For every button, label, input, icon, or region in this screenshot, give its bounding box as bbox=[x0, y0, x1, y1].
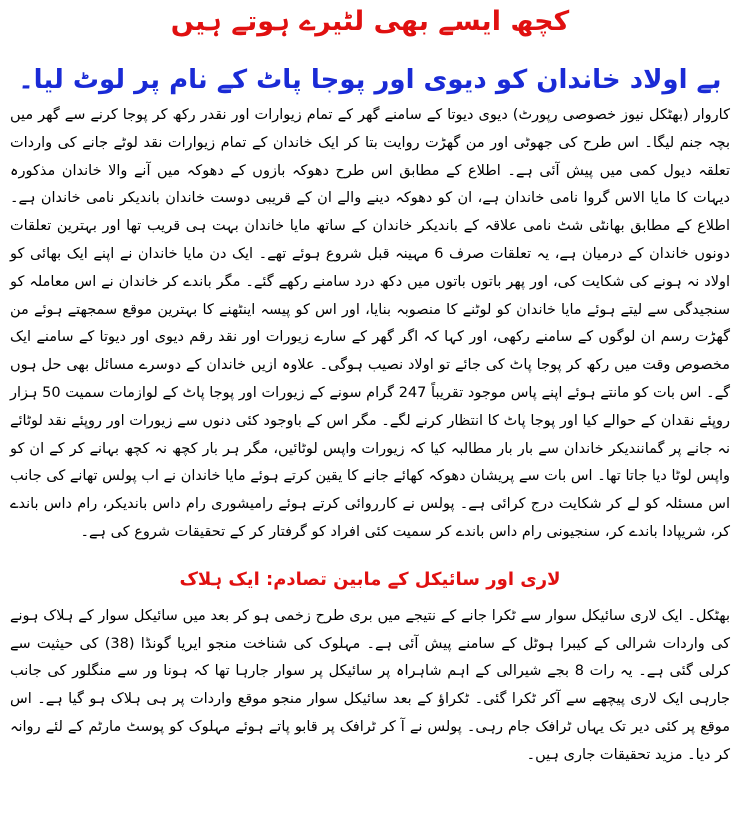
article-body: کاروار (بھٹکل نیوز خصوصی رپورٹ) دیوی دیوتا کے سامنے گھر کے تمام زیوارات اور نقدر رکھ کر پوجا کرنے سے گھر میں بچہ جنم لیگا۔ اس طرح کی جھوٹی اور من گھڑت روایت بتا کر ایک خاندان کے تمام زیوارات نقد لوٹے جانے کی واردات تعلقہ دیول کمی میں پیش آئی ہے۔ اطلاع کے مطابق اس طرح دھوکہ بازوں کے دھوکہ میں آنے والا خاندان مذکورہ دیہات کا مایا الاس گروا نامی خاندان ہے، ان کو دھوکہ دینے والے ان کے قریبی دوست خاندان باندیکر نامی خاندان ہے۔ اطلاع کے مطابق بھانٹی شٹ نامی علاقہ کے باندیکر خاندان کے ساتھ مایا خاندان بہت ہی قریب تھا اور بہترین تعلقات دونوں خاندان کے درمیان ہے، یہ تعلقات صرف 6 مہینہ قبل شروع ہوئے تھے۔ ایک دن مایا خاندان نے اپنے ایک بھائی کو اولاد نہ ہونے کی شکایت کی، اور پھر باتوں باتوں میں دکھ درد سامنے رکھے گئے۔ مگر باندے کر خاندان نے اس معاملہ کو سنجیدگی سے لیتے ہوئے مایا خاندان کو لوٹنے کا منصوبہ بنایا، اور اس کو پیسہ اینٹھنے کا بہترین موقع سمجھتے ہوئے من گھڑت رسم ان لوگوں کے سامنے رکھی، اور کہا کہ اگر گھر کے سارے زیورات اور نقد رقم دیوی اور دیوتا کے سامنے ایک مخصوص وقت میں رکھ کر پوجا پاٹ کی جائے تو اولاد نصیب ہوگی۔ علاوہ ازیں خاندان کے دوسرے مسائل بھی حل ہوں گے۔ اس بات کو مانتے ہوئے اپنے پاس موجود تقریباً 247 گرام سونے کے زیورات اور پوجا پاٹ کے لوازمات سمیت 50 ہزار روپئے نقدان کے حوالے کیا اور پوجا پاٹ کا انتظار کرنے لگے۔ مگر اس کے باوجود کئی دنوں سے زیورات اور روپئے نقد لوٹائے نہ جانے پر گمانندیکر خاندان سے بار بار مطالبہ کیا کہ زیورات واپس لوٹائیں، مگر ہر بار کچھ نہ کچھ بہانے کر کے ان کو واپس لوٹا دیا جاتا تھا۔ اس بات سے پریشان دھوکہ کھائے جانے کا یقین کرتے ہوئے مایا خاندان نے اب پولس تھانے کی جانب اس مسئلہ کو لے کر شکایت درج کرائی ہے۔ پولس نے کارروائی کرتے ہوئے رامیشوری رام داس باندیکر، رام داس باندے کر، شریپادا باندے کر، سنجیونی رام داس باندے کر سمیت کئی افراد کو گرفتار کر کے تحقیقات شروع کی ہے۔ bbox=[10, 107, 731, 540]
article-subheadline: بے اولاد خاندان کو دیوی اور پوجا پاٹ کے نام پر لوٹ لیا۔ bbox=[18, 65, 722, 95]
secondary-article-body: بھٹکل۔ ایک لاری سائیکل سوار سے ٹکرا جانے کے نتیجے میں بری طرح زخمی ہو کر بعد میں سائیکل سوار کے ہلاک ہونے کی واردات شرالی کے کیبرا ہوٹل کے سامنے پیش آئی ہے۔ مہلوک کی شناخت منجو ایریا گونڈا (38) کی حیثیت سے کرلی گئی ہے۔ یہ رات 8 بجے شیرالی کے اہم شاہراہ پر سائیکل پر سوار جارہا تھا کہ ہونا ور سے منگلور کی جانب جارہی ایک لاری پیچھے سے آکر ٹکرا گئی۔ ٹکراؤ کے بعد سائیکل سوار منجو موقع واردات پر ہی ہلاک ہو گیا ہے۔ اس موقع پر کئی دیر تک یہاں ٹرافک جام رہی۔ پولس نے آ کر ٹرافک پر قابو پاتے ہوئے مہلوک کو پوسٹ مارٹم کے لئے روانہ کر دیا۔ مزید تحقیقات جاری ہیں۔ bbox=[10, 607, 731, 763]
article-headline: کچھ ایسے بھی لٹیرے ہوتے ہیں bbox=[170, 6, 570, 37]
secondary-article-heading: لاری اور سائیکل کے مابین تصادم: ایک ہلاک bbox=[179, 568, 561, 590]
newspaper-page bbox=[0, 4, 740, 834]
